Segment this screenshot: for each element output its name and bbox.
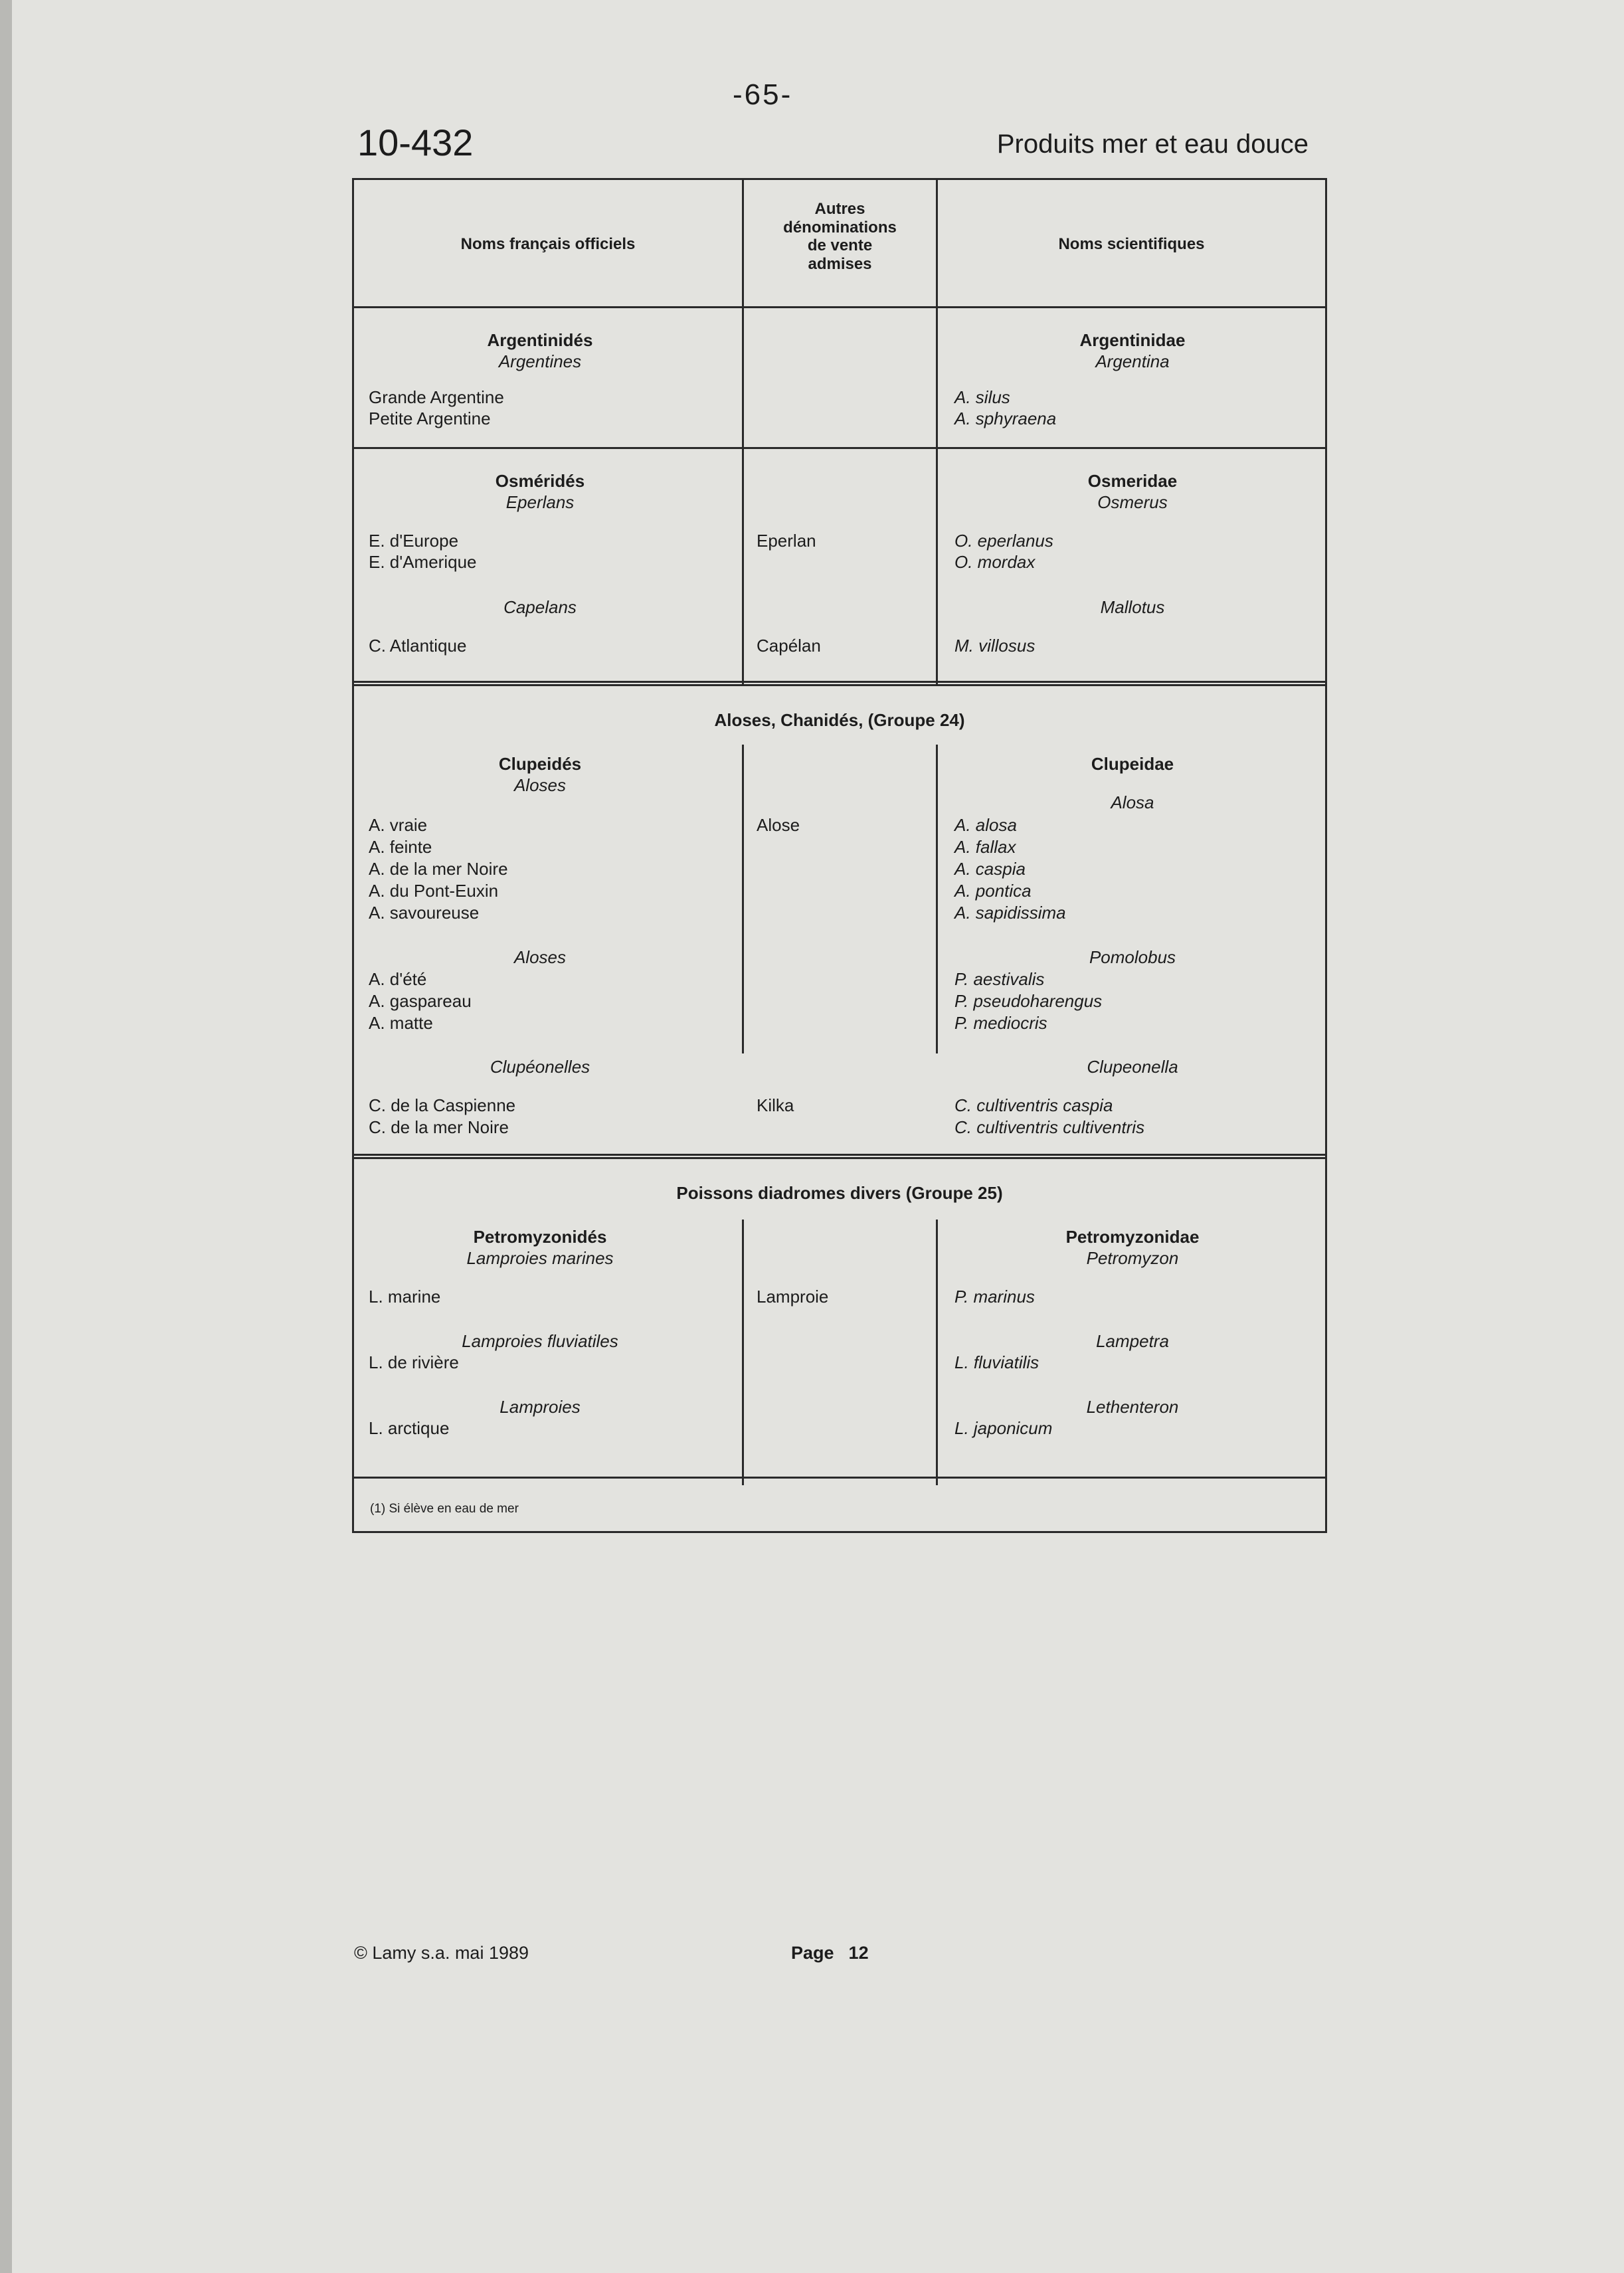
family-sci: Osmeridae — [1087, 471, 1178, 491]
species-sci: P. pseudoharengus — [954, 991, 1103, 1011]
species-sci: A. sapidissima — [954, 903, 1066, 923]
family-fr: Argentinidés — [487, 330, 593, 350]
species-other: Lamproie — [757, 1287, 829, 1307]
genus-fr: Capelans — [503, 597, 577, 617]
species-table — [352, 178, 1327, 1533]
species-fr: L. de rivière — [369, 1352, 459, 1372]
species-sci: M. villosus — [954, 636, 1036, 656]
species-fr: A. du Pont-Euxin — [369, 881, 499, 901]
species-sci: P. aestivalis — [954, 969, 1045, 989]
species-fr: A. vraie — [369, 815, 428, 835]
species-fr: Grande Argentine — [369, 387, 504, 407]
species-fr: L. marine — [369, 1287, 441, 1307]
species-fr: L. arctique — [369, 1418, 450, 1438]
genus-sci: Alosa — [1111, 792, 1154, 812]
species-sci: C. cultiventris caspia — [954, 1095, 1113, 1115]
species-fr: A. d'été — [369, 969, 427, 989]
species-sci: P. marinus — [954, 1287, 1035, 1307]
footnote-rule — [354, 1477, 1325, 1479]
footer-page — [791, 1943, 869, 1963]
species-sci: O. eperlanus — [954, 531, 1053, 551]
genus-fr: Lamproies — [499, 1397, 581, 1417]
genus-sci: Pomolobus — [1089, 947, 1176, 967]
family-sci: Petromyzonidae — [1065, 1227, 1200, 1247]
species-sci: A. silus — [954, 387, 1010, 407]
row-rule — [354, 447, 1325, 449]
group-rule — [354, 1154, 1325, 1159]
species-sci: A. alosa — [954, 815, 1017, 835]
footer-page-label: Page — [791, 1943, 834, 1963]
species-other: Eperlan — [757, 531, 816, 551]
species-fr: E. d'Amerique — [369, 552, 477, 572]
species-sci: A. fallax — [954, 837, 1016, 857]
document-page — [12, 0, 1624, 2273]
species-fr: A. savoureuse — [369, 903, 480, 923]
genus-sci: Argentina — [1095, 351, 1170, 371]
species-fr: C. de la mer Noire — [369, 1117, 509, 1137]
species-fr: A. de la mer Noire — [369, 859, 508, 879]
species-fr: C. Atlantique — [369, 636, 467, 656]
col-divider — [742, 745, 744, 1053]
genus-fr: Aloses — [513, 775, 567, 795]
family-fr: Petromyzonidés — [473, 1227, 607, 1247]
copyright: © Lamy s.a. mai 1989 — [354, 1943, 529, 1963]
page-edge — [0, 0, 12, 2273]
species-sci: A. pontica — [954, 881, 1032, 901]
family-sci: Clupeidae — [1091, 754, 1174, 774]
species-sci: L. fluviatilis — [954, 1352, 1039, 1372]
genus-sci: Osmerus — [1097, 492, 1168, 512]
group-title: Aloses, Chanidés, (Groupe 24) — [714, 710, 965, 730]
genus-fr: Clupéonelles — [490, 1057, 590, 1077]
page-number: -65- — [733, 78, 793, 111]
header-scientific-names: Noms scientifiques — [1058, 235, 1205, 253]
genus-sci: Clupeonella — [1087, 1057, 1178, 1077]
group-title: Poissons diadromes divers (Groupe 25) — [676, 1183, 1003, 1203]
genus-sci: Petromyzon — [1086, 1248, 1179, 1268]
genus-sci: Lampetra — [1096, 1331, 1169, 1351]
footnote: (1) Si élève en eau de mer — [370, 1502, 519, 1516]
col-divider — [936, 745, 938, 1053]
header-other-names: Autres dénominations de vente admises — [783, 200, 897, 273]
col-divider — [936, 1220, 938, 1485]
species-sci: C. cultiventris cultiventris — [954, 1117, 1145, 1137]
species-sci: L. japonicum — [954, 1418, 1053, 1438]
species-sci: P. mediocris — [954, 1013, 1047, 1033]
family-fr: Osméridés — [495, 471, 585, 491]
genus-fr: Eperlans — [505, 492, 575, 512]
col-divider — [742, 1220, 744, 1485]
genus-sci: Mallotus — [1100, 597, 1165, 617]
species-fr: C. de la Caspienne — [369, 1095, 516, 1115]
family-fr: Clupeidés — [498, 754, 582, 774]
footer-page-value: 12 — [848, 1943, 869, 1963]
header-rule — [354, 306, 1325, 308]
header-french-names: Noms français officiels — [460, 235, 636, 253]
family-sci: Argentinidae — [1079, 330, 1186, 350]
species-fr: A. matte — [369, 1013, 433, 1033]
species-fr: A. gaspareau — [369, 991, 472, 1011]
group-rule — [354, 681, 1325, 686]
species-fr: A. feinte — [369, 837, 432, 857]
col-divider — [936, 180, 938, 686]
section-title: Produits mer et eau douce — [996, 130, 1308, 159]
species-sci: O. mordax — [954, 552, 1036, 572]
genus-fr: Lamproies fluviatiles — [462, 1331, 618, 1351]
species-other: Kilka — [757, 1095, 794, 1115]
genus-sci: Lethenteron — [1086, 1397, 1179, 1417]
species-sci: A. caspia — [954, 859, 1026, 879]
document-code: 10-432 — [357, 122, 474, 163]
species-other: Alose — [757, 815, 800, 835]
species-fr: E. d'Europe — [369, 531, 459, 551]
genus-fr: Lamproies marines — [466, 1248, 614, 1268]
species-sci: A. sphyraena — [954, 409, 1057, 428]
genus-fr: Aloses — [513, 947, 567, 967]
species-other: Capélan — [757, 636, 821, 656]
genus-fr: Argentines — [498, 351, 582, 371]
species-fr: Petite Argentine — [369, 409, 491, 428]
